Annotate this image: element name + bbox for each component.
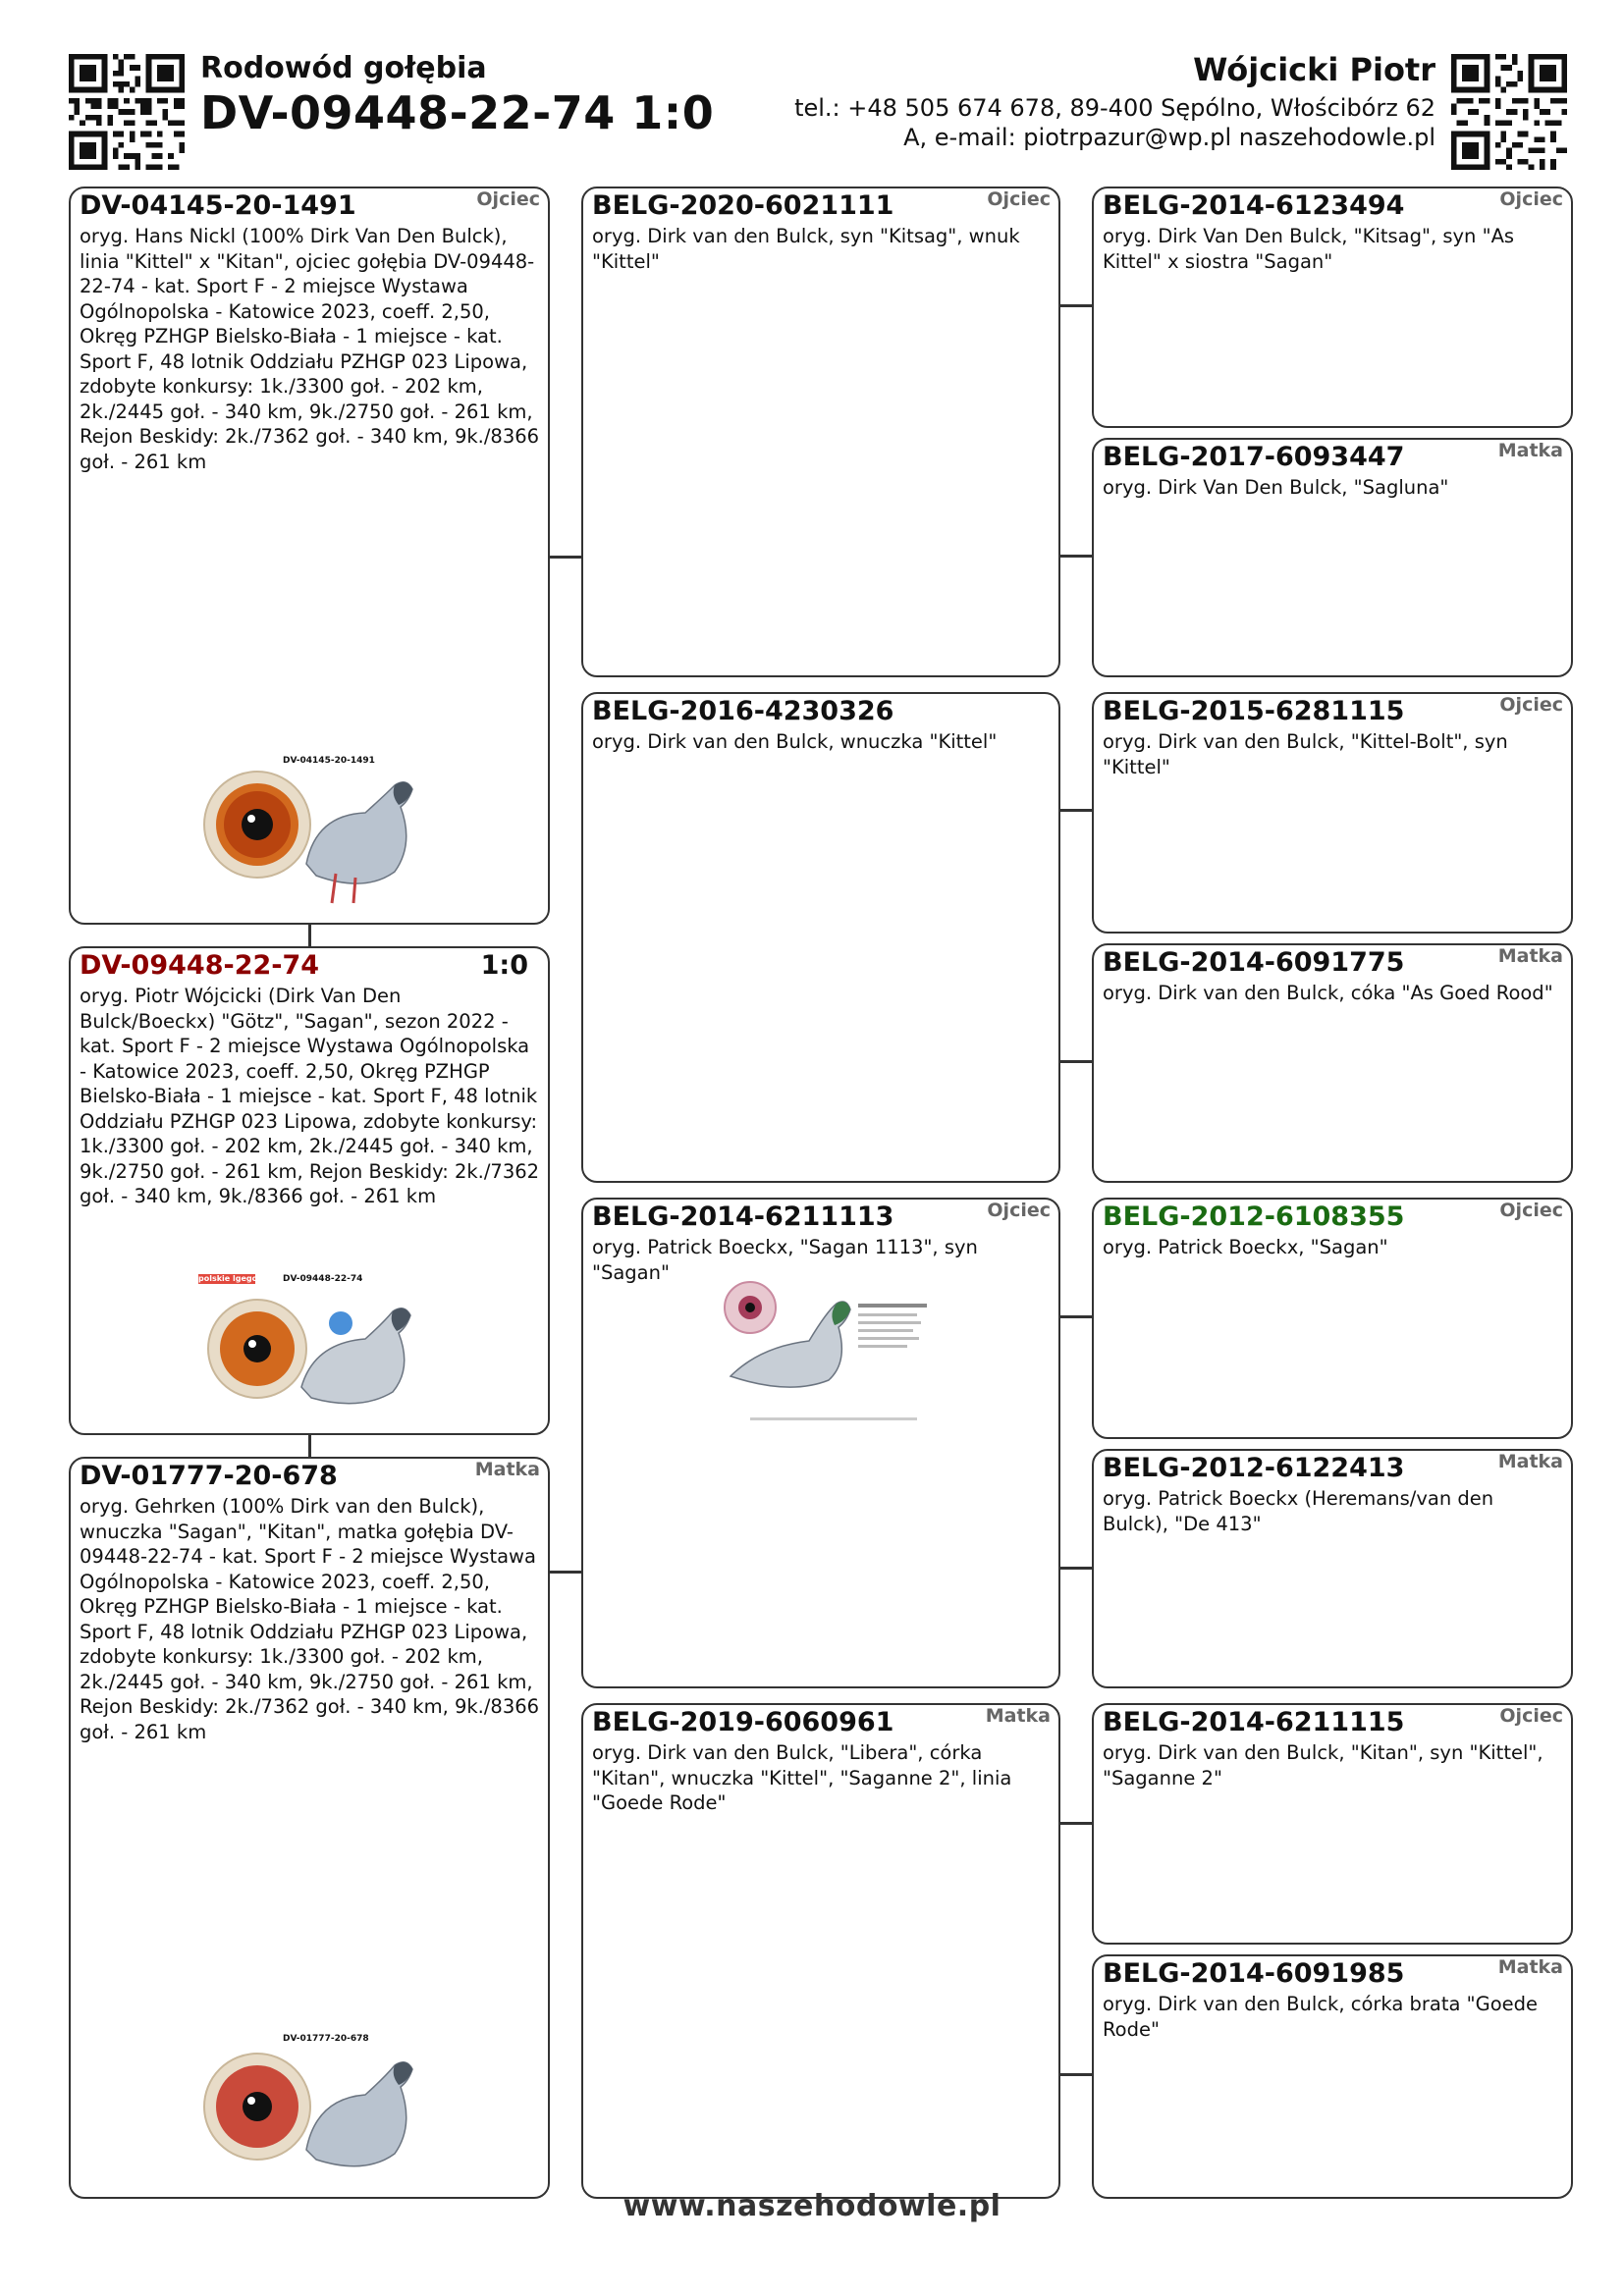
connector-line: [308, 925, 311, 946]
gen3-card[interactable]: [1092, 438, 1573, 677]
owner-name: Wójcicki Piotr: [1193, 51, 1435, 88]
gen2-ring: BELG-2020-6021111: [592, 190, 894, 221]
gen3-description: oryg. Dirk van den Bulck, cóka "As Goed Rood": [1103, 982, 1553, 1004]
mother-photo-caption: DV-01777-20-678: [283, 2034, 369, 2044]
gen2-sex-label: Ojciec: [987, 188, 1051, 210]
gen3-sex-label: Ojciec: [1499, 1705, 1563, 1727]
main-bird-sex: 1:0: [480, 950, 528, 981]
gen3-description: oryg. Dirk Van Den Bulck, "Kitsag", syn "As Kittel" x siostra "Sagan": [1103, 225, 1515, 273]
gen3-card[interactable]: [1092, 943, 1573, 1183]
main-bird-photo-brand: polskie lgegolebie: [198, 1274, 280, 1283]
gen3-ring: BELG-2017-6093447: [1103, 442, 1405, 472]
connector-line: [548, 556, 581, 559]
gen3-description: oryg. Patrick Boeckx, "Sagan": [1103, 1236, 1388, 1258]
father-photo-caption: DV-04145-20-1491: [283, 756, 375, 766]
gen3-card[interactable]: [1092, 1954, 1573, 2199]
owner-contact-line2: A, e-mail: piotrpazur@wp.pl naszehodowle.pl: [903, 124, 1435, 151]
connector-line: [548, 1571, 581, 1574]
main-bird-photo-caption: DV-09448-22-74: [283, 1274, 363, 1284]
gen2-description: oryg. Dirk van den Bulck, syn "Kitsag", wnuk "Kittel": [592, 225, 1020, 273]
gen3-sex-label: Ojciec: [1499, 694, 1563, 716]
gen2-card[interactable]: [581, 1198, 1060, 1688]
gen2-card[interactable]: [581, 187, 1060, 677]
gen3-ring: BELG-2012-6122413: [1103, 1453, 1405, 1483]
gen3-description: oryg. Dirk Van Den Bulck, "Sagluna": [1103, 476, 1449, 499]
gen2-ring: BELG-2014-6211113: [592, 1201, 894, 1232]
main-bird-description: oryg. Piotr Wójcicki (Dirk Van Den Bulck/Boeckx) "Götz", "Sagan", sezon 2022 - kat. Sport F - 2 miejsce Wystawa Ogólnopolska - Katowice 2023, coeff. 2,50, Okręg PZHGP Bielsko-Biała - 1 miejsce - kat. Sport F, 48 lotnik Oddziału PZHGP 023 Lipowa, zdobyte konkursy: 1k./3300 goł. - 202 km, 2k./2445 goł. - 340 km, 9k./2750 goł. - 261 km, Rejon Beskidy: 2k./7362 goł. - 340 km, 9k./8366 goł. - 261 km: [80, 985, 540, 1207]
gen2-sex-label: Ojciec: [987, 1200, 1051, 1221]
gen3-ring: BELG-2014-6211115: [1103, 1707, 1405, 1737]
gen2-card[interactable]: [581, 1703, 1060, 2199]
qr-code-right-icon: [1451, 54, 1567, 170]
gen3-sex-label: Matka: [1497, 1956, 1563, 1978]
gen2-description: oryg. Dirk van den Bulck, "Libera", córka "Kitan", wnuczka "Kittel", "Saganne 2", linia "Goede Rode": [592, 1741, 1012, 1814]
father-description: oryg. Hans Nickl (100% Dirk Van Den Bulck), linia "Kittel" x "Kitan", ojciec gołębia DV-09448-22-74 - kat. Sport F - 2 miejsce Wystawa Ogólnopolska - Katowice 2023, coeff. 2,50, Okręg PZHGP Bielsko-Biała - 1 miejsce - kat. Sport F, 48 lotnik Oddziału PZHGP 023 Lipowa, zdobyte konkursy: 1k./3300 goł. - 202 km, 2k./2445 goł. - 340 km, 9k./2750 goł. - 261 km, Rejon Beskidy: 2k./7362 goł. - 340 km, 9k./8366 goł. - 261 km: [80, 225, 540, 473]
gen3-ring: BELG-2014-6123494: [1103, 190, 1405, 221]
connector-line: [1058, 555, 1092, 558]
gen3-card[interactable]: [1092, 1703, 1573, 1945]
gen3-sex-label: Ojciec: [1499, 188, 1563, 210]
gen2-sex-label: Matka: [985, 1705, 1051, 1727]
gen3-sex-label: Matka: [1497, 440, 1563, 461]
gen3-sex-label: Ojciec: [1499, 1200, 1563, 1221]
qr-code-left-icon: [69, 54, 185, 170]
father-sex-label: Ojciec: [476, 188, 540, 210]
mother-card[interactable]: [69, 1457, 550, 2199]
main-bird-card[interactable]: [69, 946, 550, 1435]
main-bird-photo: [198, 1274, 424, 1421]
gen3-card[interactable]: [1092, 187, 1573, 428]
connector-line: [1058, 1315, 1092, 1318]
connector-line: [1058, 809, 1092, 812]
main-ring-title: DV-09448-22-74 1:0: [200, 86, 715, 139]
connector-line: [308, 1435, 311, 1457]
connector-line: [1058, 1060, 1092, 1063]
gen3-card[interactable]: [1092, 692, 1573, 934]
connector-line: [1058, 1822, 1092, 1825]
owner-contact-line1: tel.: +48 505 674 678, 89-400 Sępólno, Włościbórz 62: [794, 94, 1435, 122]
gen3-description: oryg. Patrick Boeckx (Heremans/van den Bulck), "De 413": [1103, 1487, 1494, 1535]
mother-photo: [198, 2034, 424, 2189]
connector-line: [1058, 1567, 1092, 1570]
mother-ring: DV-01777-20-678: [80, 1461, 338, 1491]
gen2-ring: BELG-2016-4230326: [592, 696, 894, 726]
connector-line: [1058, 304, 1092, 307]
footer-website[interactable]: www.naszehodowle.pl: [623, 2189, 1001, 2223]
gen2-ring: BELG-2019-6060961: [592, 1707, 894, 1737]
father-card[interactable]: [69, 187, 550, 925]
gen2-photo: [721, 1278, 947, 1425]
gen3-card[interactable]: [1092, 1198, 1573, 1439]
gen3-card[interactable]: [1092, 1449, 1573, 1688]
gen3-description: oryg. Dirk van den Bulck, "Kittel-Bolt", syn "Kittel": [1103, 730, 1508, 778]
gen2-description: oryg. Patrick Boeckx, "Sagan 1113", syn "Sagan": [592, 1236, 978, 1284]
father-photo: [198, 756, 424, 911]
connector-line: [1058, 2073, 1092, 2076]
gen3-ring: BELG-2014-6091775: [1103, 947, 1405, 978]
father-ring: DV-04145-20-1491: [80, 190, 356, 221]
gen2-description: oryg. Dirk van den Bulck, wnuczka "Kittel": [592, 730, 998, 753]
page-title: Rodowód gołębia: [200, 51, 487, 85]
gen2-card[interactable]: [581, 692, 1060, 1183]
mother-sex-label: Matka: [474, 1459, 540, 1480]
gen3-ring: BELG-2014-6091985: [1103, 1958, 1405, 1989]
gen3-sex-label: Matka: [1497, 1451, 1563, 1472]
gen3-ring: BELG-2015-6281115: [1103, 696, 1405, 726]
main-bird-ring: DV-09448-22-74: [80, 950, 320, 981]
gen3-description: oryg. Dirk van den Bulck, "Kitan", syn "Kittel", "Saganne 2": [1103, 1741, 1543, 1789]
gen3-ring: BELG-2012-6108355: [1103, 1201, 1405, 1232]
gen3-sex-label: Matka: [1497, 945, 1563, 967]
gen3-description: oryg. Dirk van den Bulck, córka brata "Goede Rode": [1103, 1993, 1539, 2041]
mother-description: oryg. Gehrken (100% Dirk van den Bulck), wnuczka "Sagan", "Kitan", matka gołębia DV-09448-22-74 - kat. Sport F - 2 miejsce Wystawa Ogólnopolska - Katowice 2023, coeff. 2,50, Okręg PZHGP Bielsko-Biała - 1 miejsce - kat. Sport F, 48 lotnik Oddziału PZHGP 023 Lipowa, zdobyte konkursy: 1k./3300 goł. - 202 km, 2k./2445 goł. - 340 km, 9k./2750 goł. - 261 km, Rejon Beskidy: 2k./7362 goł. - 340 km, 9k./8366 goł. - 261 km: [80, 1495, 540, 1743]
